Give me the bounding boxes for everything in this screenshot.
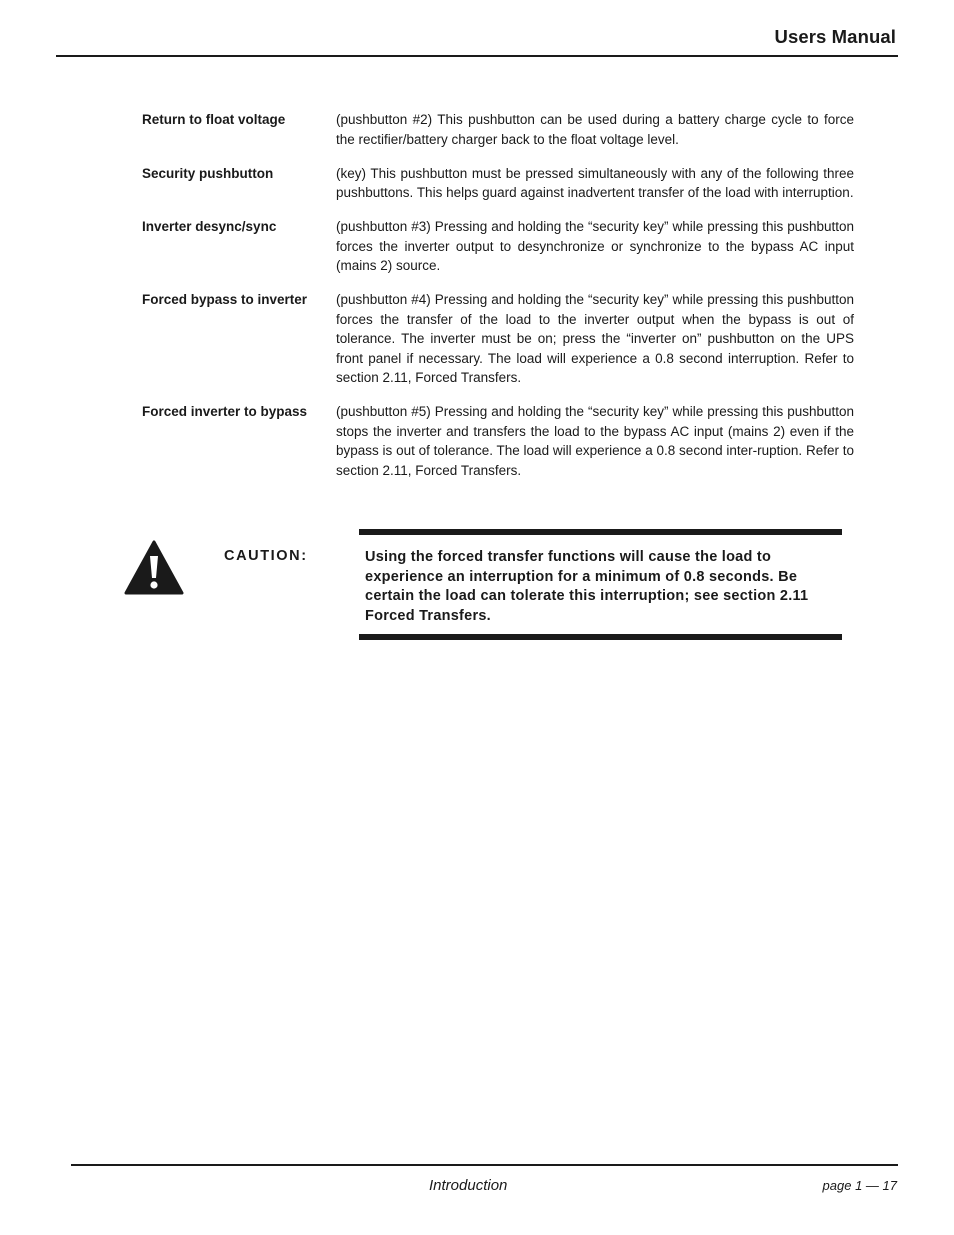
definition-description: (pushbutton #4) Pressing and holding the “security key” while pressing this pushbutton forces the transfer of the load to the inverter output when the bypass is out of tolerance. The inverter must be on; press the “inverter on” pushbutton on the UPS front panel if necessary. The load will experience a 0.8 second interruption. Refer to section 2.11, Forced Transfers. [336,292,854,385]
definition-description: (pushbutton #5) Pressing and holding the “security key” while pressing this pushbutton stops the inverter and transfers the load to the bypass AC input (mains 2) even if the bypass is out of tolerance. The load will experience a 0.8 second inter-ruption. Refer to section 2.11, Forced Transfers. [336,404,854,478]
definition-item [142,217,854,276]
definition-description: (key) This pushbutton must be pressed simultaneously with any of the following three pushbuttons. This helps guard against inadvertent transfer of the load with interruption. [336,165,854,200]
definition-list [142,110,854,495]
definition-item [142,164,854,203]
header-divider [56,55,898,57]
footer-divider [71,1164,898,1166]
footer-section-name: Introduction [429,1177,508,1194]
definition-description: (pushbutton #3) Pressing and holding the “security key” while pressing this pushbutton forces the inverter output to desynchronize or synchronize to the bypass AC input (mains 2) source. [336,219,854,273]
definition-item [142,290,854,388]
definition-term: Security pushbutton [142,165,274,181]
definition-description: (pushbutton #2) This pushbutton can be used during a battery charge cycle to force the rectifier/battery charger back to the float voltage level. [336,112,854,147]
definition-item [142,402,854,480]
caution-text: Using the forced transfer functions will cause the load to experience an interruption for a minimum of 0.8 seconds. Be certain the load can tolerate this interruption; see section 2.11 Forced Transfers. [365,549,809,624]
caution-label: CAUTION: [224,548,308,564]
page-header-title: Users Manual [774,26,896,47]
definition-term: Inverter desync/sync [142,219,277,234]
definition-term: Return to float voltage [142,112,286,127]
definition-term: Forced inverter to bypass [142,404,308,419]
caution-box [359,529,842,640]
definition-item [142,110,854,149]
definition-term: Forced bypass to inverter [142,292,308,307]
warning-triangle-icon [124,540,184,595]
footer-page-number: page 1 — 17 [822,1178,897,1193]
